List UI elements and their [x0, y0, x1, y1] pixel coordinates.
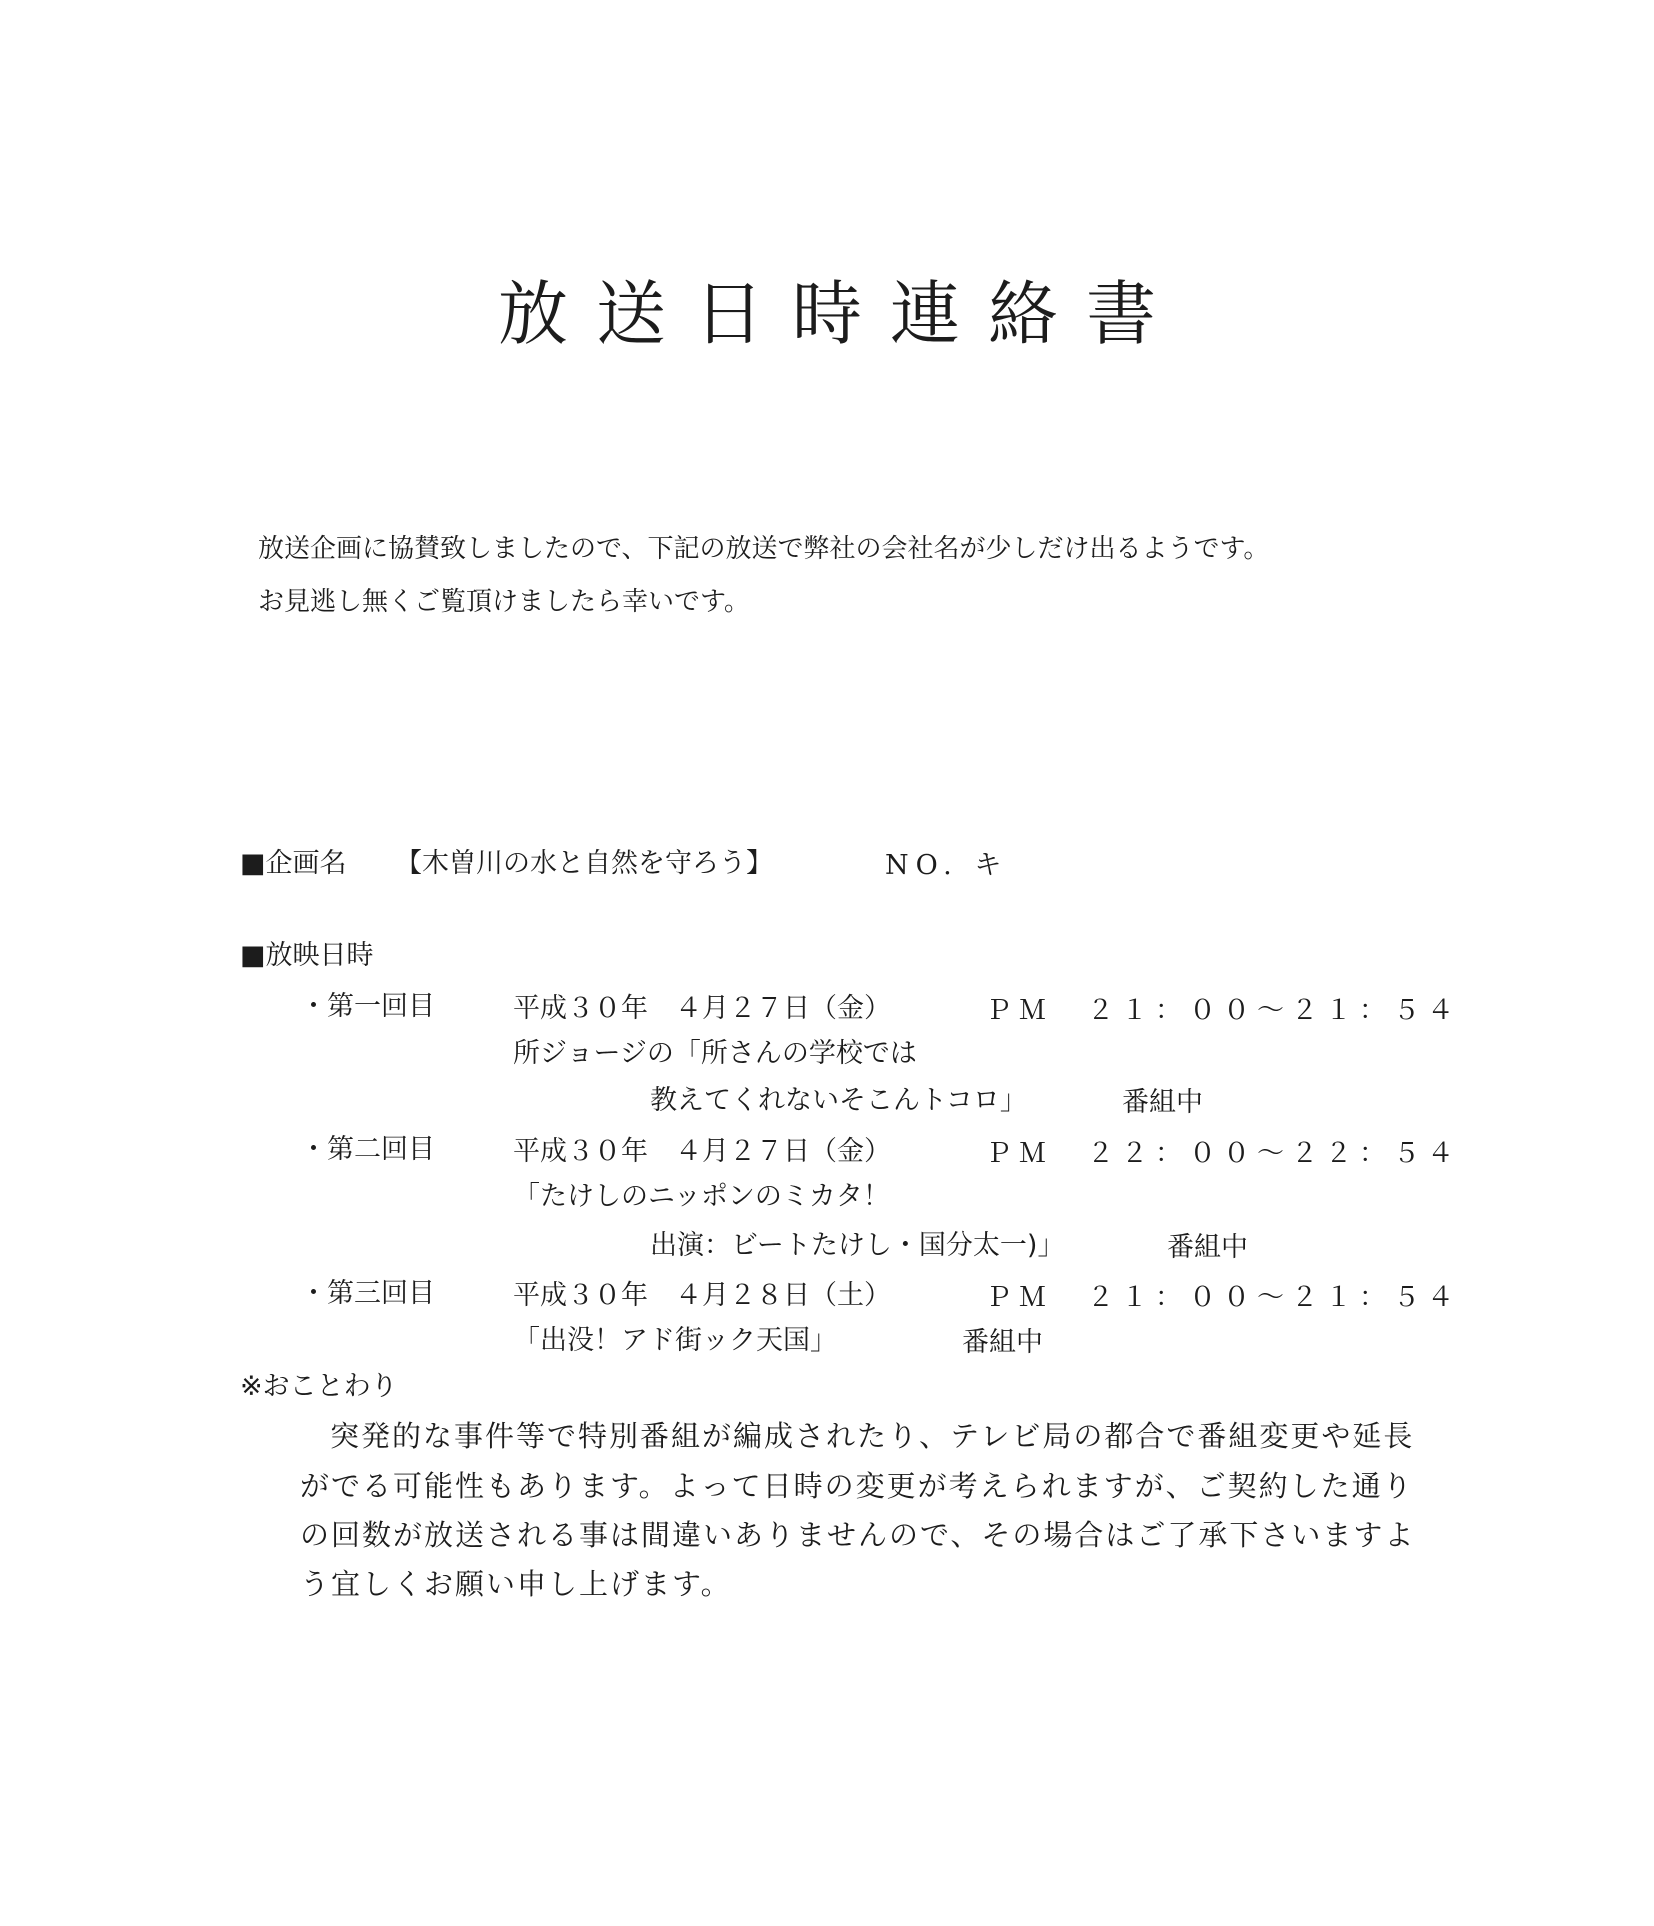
schedule-item-3-program-line1: 「出没！アド街ック天国」 — [513, 1325, 837, 1356]
schedule-item-1-ordinal: ・第一回目 — [300, 991, 435, 1022]
schedule-item-3-slot: 番組中 — [962, 1327, 1043, 1358]
intro-line-2: お見逃し無くご覧頂けましたら幸いです。 — [258, 587, 750, 617]
schedule-item-2-time: ＰＭ ２２：００～２２：５４ — [985, 1138, 1461, 1169]
schedule-item-1-program-line1: 所ジョージの「所さんの学校では — [513, 1038, 917, 1069]
schedule-item-3-date: 平成３０年 ４月２８日（土） — [513, 1280, 891, 1311]
schedule-item-3-ordinal: ・第三回目 — [300, 1278, 435, 1309]
notice-line-3: の回数が放送される事は間違いありませんので、その場合はご了承下さいますよ — [300, 1518, 1416, 1552]
schedule-item-1-time: ＰＭ ２１：００～２１：５４ — [985, 995, 1461, 1026]
document-title: 放送日時連絡書 — [498, 273, 1184, 355]
schedule-item-3-time: ＰＭ ２１：００～２１：５４ — [985, 1282, 1461, 1313]
notice-line-4: う宜しくお願い申し上げます。 — [300, 1567, 732, 1601]
schedule-item-2-program-line1: 「たけしのニッポンのミカタ！ — [513, 1181, 890, 1212]
schedule-item-2-ordinal: ・第二回目 — [300, 1134, 435, 1165]
schedule-item-1-slot: 番組中 — [1122, 1087, 1203, 1118]
project-label: ■企画名 — [240, 848, 347, 879]
project-name: 【木曽川の水と自然を守ろう】 — [395, 848, 773, 879]
schedule-item-1-program-line2: 教えてくれないそこんトコロ」 — [650, 1085, 1027, 1116]
schedule-item-2-program-line2: 出演：ビートたけし・国分太一)」 — [650, 1230, 1065, 1261]
schedule-item-2-slot: 番組中 — [1167, 1232, 1248, 1263]
notice-label: ※おことわり — [240, 1371, 398, 1402]
project-number: NO. キ — [885, 850, 1009, 881]
schedule-item-2-date: 平成３０年 ４月２７日（金） — [513, 1136, 891, 1167]
notice-line-1: 突発的な事件等で特別番組が編成されたり、テレビ局の都合で番組変更や延長 — [330, 1419, 1415, 1453]
intro-line-1: 放送企画に協賛致しましたので、下記の放送で弊社の会社名が少しだけ出るようです。 — [258, 534, 1270, 564]
schedule-item-1-date: 平成３０年 ４月２７日（金） — [513, 993, 891, 1024]
schedule-label: ■放映日時 — [240, 940, 374, 971]
notice-line-2: がでる可能性もあります。よって日時の変更が考えられますが、ご契約した通り — [300, 1469, 1414, 1503]
